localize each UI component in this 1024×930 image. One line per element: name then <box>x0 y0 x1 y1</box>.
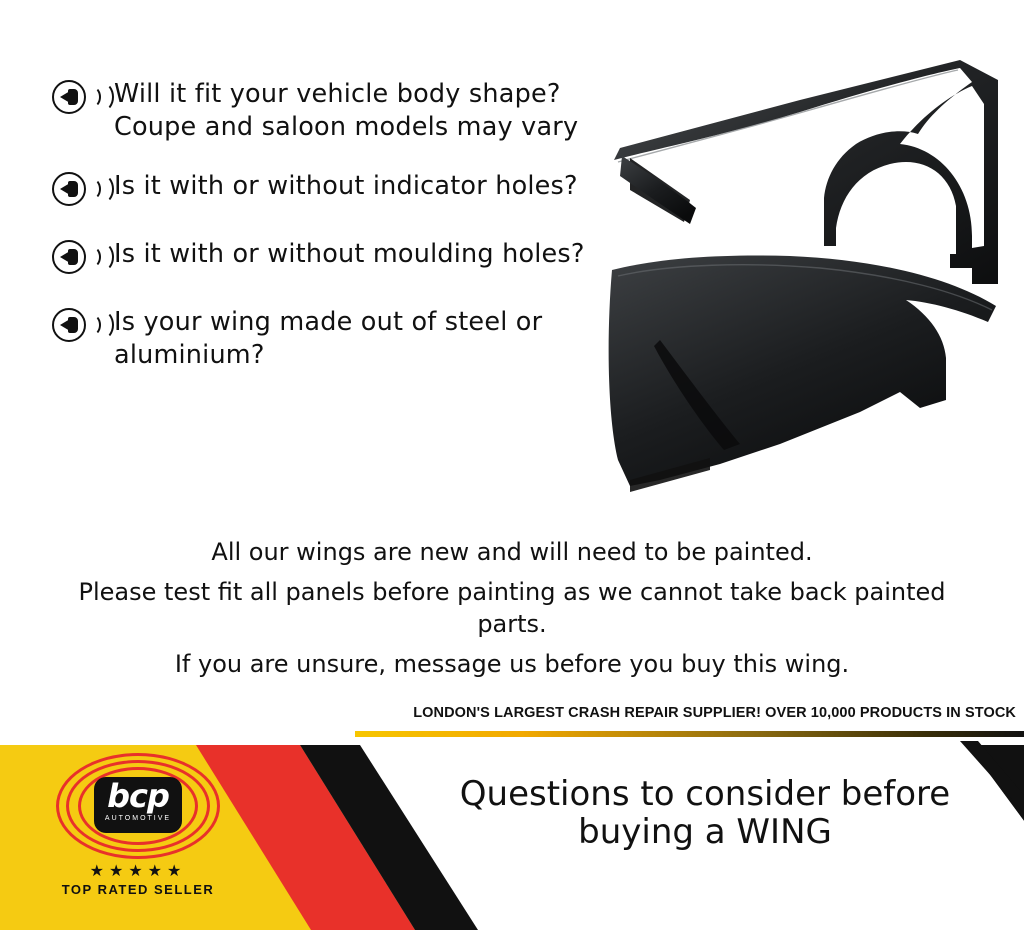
question-item <box>52 306 632 372</box>
promo-strip-text: LONDON'S LARGEST CRASH REPAIR SUPPLIER! OVER 10,000 PRODUCTS IN STOCK <box>413 705 1016 721</box>
rating-stars: ★★★★★ <box>89 861 187 880</box>
megaphone-icon <box>52 172 114 212</box>
megaphone-icon <box>52 308 114 348</box>
logo-mark <box>58 765 218 857</box>
logo-brand-text: bcp <box>107 777 169 815</box>
note-line: If you are unsure, message us before you buy this wing. <box>174 650 850 678</box>
megaphone-icon <box>52 240 114 280</box>
logo-sub-text: AUTOMOTIVE <box>104 815 172 822</box>
footer <box>0 735 1024 930</box>
question-text: Is it with or without indicator holes? <box>114 171 578 201</box>
megaphone-icon <box>52 80 114 120</box>
question-item <box>52 78 632 144</box>
note-line: All our wings are new and will need to be painted. <box>211 538 813 566</box>
question-text: Is your wing made out of steel or aluminium? <box>114 307 543 370</box>
footer-title: Questions to consider before buying a WING <box>459 774 951 852</box>
notes-block <box>0 536 1024 688</box>
questions-list <box>52 78 632 398</box>
question-item <box>52 238 632 280</box>
product-images <box>600 40 1020 500</box>
car-wing-panel-upper <box>600 40 1020 500</box>
question-item <box>52 170 632 212</box>
brand-logo <box>38 765 238 915</box>
seller-caption: TOP RATED SELLER <box>61 882 215 897</box>
logo-badge <box>94 777 182 833</box>
question-text: Will it fit your vehicle body shape? Coupe and saloon models may vary <box>114 79 579 142</box>
note-line: Please test fit all panels before painting as we cannot take back painted parts. <box>78 578 946 638</box>
question-text: Is it with or without moulding holes? <box>114 239 585 269</box>
